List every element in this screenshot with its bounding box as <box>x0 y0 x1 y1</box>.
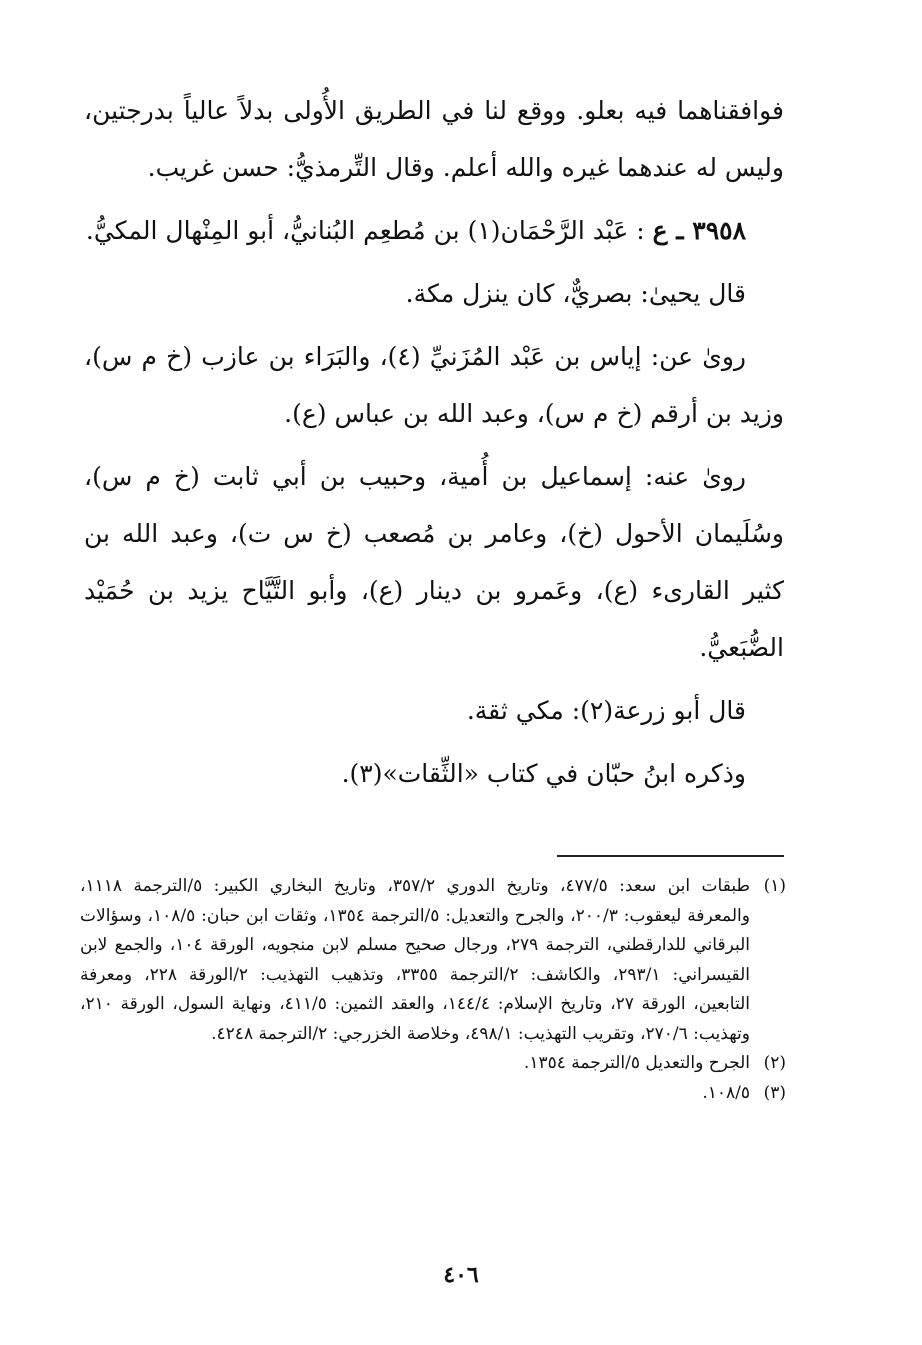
entry-title: : عَبْد الرَّحْمَان(١) بن مُطعِم البُنانيُّ، أبو المِنْهال المكيُّ. <box>85 216 645 245</box>
footnotes <box>80 872 786 1108</box>
footnote-text: ١٠٨/٥. <box>702 1082 750 1103</box>
entry-number: ٣٩٥٨ ـ ع <box>652 216 746 245</box>
paragraph-continuation: فوافقناهما فيه بعلو. ووقع لنا في الطريق الأُولى بدلاً عالياً بدرجتين، وليس له عندهما غيره والله أعلم. وقال التِّرمذيُّ: حسن غريب. <box>84 96 784 182</box>
footnote-number: (٢) <box>763 1053 786 1073</box>
paragraph-abu-zura: قال أبو زرعة(٢): مكي ثقة. <box>466 696 746 725</box>
footnote-2 <box>80 1049 786 1079</box>
paragraph-narrated-from: روىٰ عن: إياس بن عَبْد المُزَنيِّ (٤)، والبَرَاء بن عازب (خ م س)، وزيد بن أرقم (خ م س)، وعبد الله بن عباس (ع). <box>84 342 784 428</box>
footnote-text: طبقات ابن سعد: ٤٧٧/٥، وتاريخ الدوري ٣٥٧/٢، وتاريخ البخاري الكبير: ٥/الترجمة ١١١٨، والمعرفة ليعقوب: ٢٠٠/٣، والجرح والتعديل: ٥/الترجمة ١٣٥٤، وثقات ابن حبان: ١٠٨/٥، وسؤالات البرقاني للدارقطني، الترجمة ٢٧٩، ورجال صحيح مسلم لابن منجويه، الورقة ١٠٤، والجمع لابن القيسراني: ٢٩٣/١، والكاشف: ٢/الترجمة ٣٣٥٥، وتذهيب التهذيب: ٢/الورقة ٢٢٨، ومعرفة التابعين، الورقة ٢٧، وتاريخ الإسلام: ١٤٤/٤، والعقد الثمين: ٤١١/٥، ونهاية السول، الورقة ٢١٠، وتهذيب: ٢٧٠/٦، وتقريب التهذيب: ٤٩٨/١، وخلاصة الخزرجي: ٢/الترجمة ٤٢٤٨. <box>80 876 751 1044</box>
page-number: ٤٠٦ <box>443 1262 479 1288</box>
entry-heading <box>84 202 784 259</box>
footnote-text: الجرح والتعديل ٥/الترجمة ١٣٥٤. <box>523 1053 750 1073</box>
paragraph-yahya: قال يحيىٰ: بصريٌّ، كان ينزل مكة. <box>405 279 746 308</box>
footnote-divider <box>557 855 784 857</box>
paragraph-ibn-hibban: وذكره ابنُ حبّان في كتاب «الثِّقات»(٣). <box>341 759 746 788</box>
footnote-1 <box>80 872 786 1049</box>
footnote-number: (٣) <box>763 1082 786 1103</box>
footnote-number: (١) <box>763 876 786 896</box>
main-text <box>84 82 784 808</box>
footnote-3 <box>80 1079 786 1109</box>
paragraph-narrated-by: روىٰ عنه: إسماعيل بن أُمية، وحبيب بن أبي ثابت (خ م س)، وسُلَيمان الأحول (خ)، وعامر بن مُصعب (خ س ت)، وعبد الله بن كثير القارىء (ع)، وعَمرو بن دينار (ع)، وأبو التَّيَّاح يزيد بن حُمَيْد الضُّبَعيُّ. <box>84 462 784 662</box>
